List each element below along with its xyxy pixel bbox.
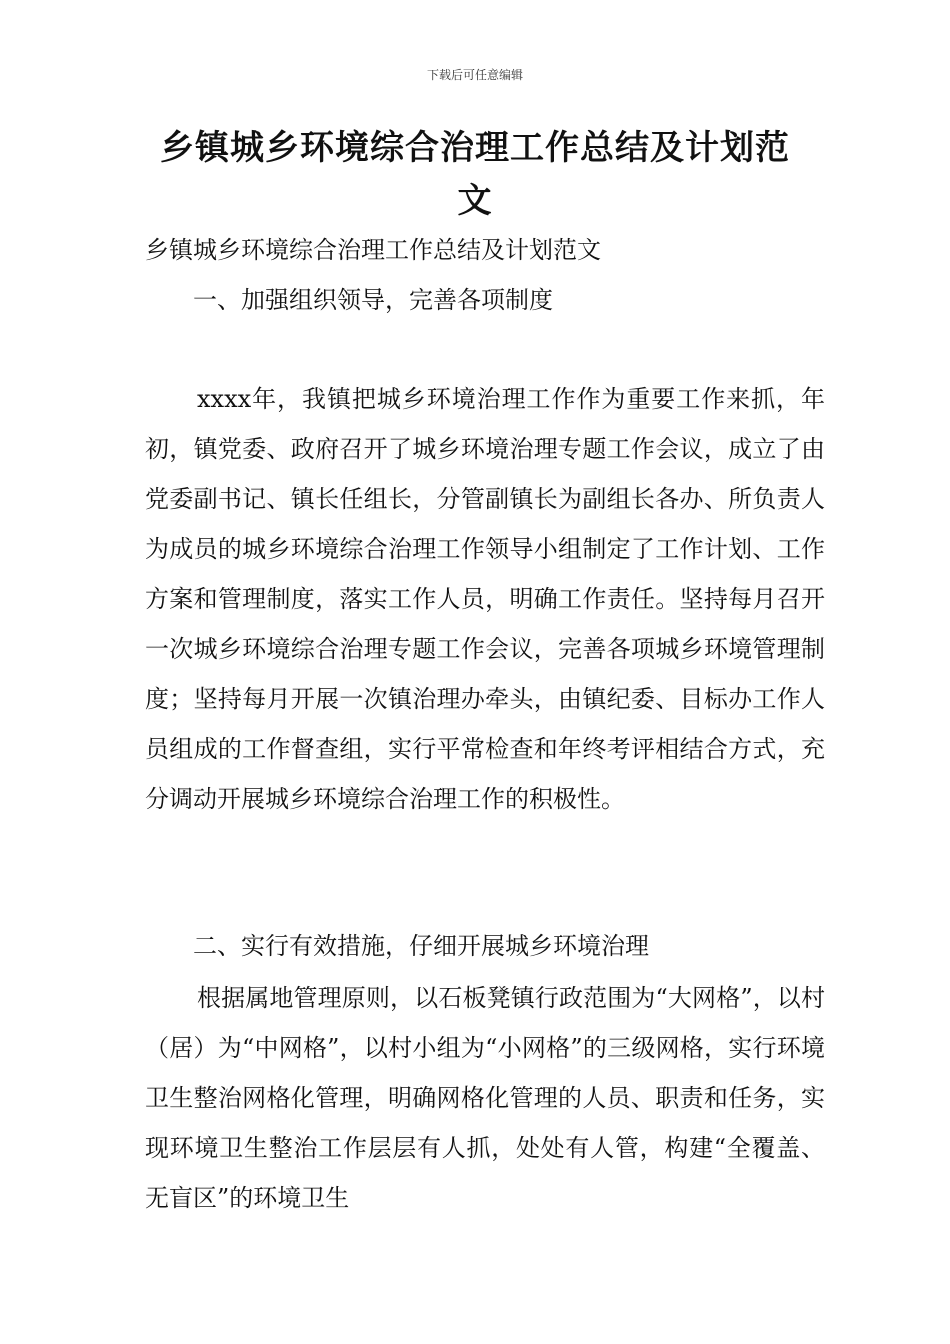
document-subtitle: 乡镇城乡环境综合治理工作总结及计划范文 — [145, 236, 601, 264]
section-paragraph-2: 根据属地管理原则，以石板凳镇行政范围为“大网格”，以村（居）为“中网格”，以村小组为“小网格”的三级网格，实行环境卫生整治网格化管理，明确网格化管理的人员、职责和任务，实现环境卫生整治工作层层有人抓，处处有人管，构建“全覆盖、无盲区”的环境卫生 — [145, 984, 825, 1212]
section-heading-1: 一、加强组织领导，完善各项制度 — [193, 286, 553, 314]
header-note: 下载后可任意编辑 — [426, 68, 523, 82]
section-heading-2: 二、实行有效措施，仔细开展城乡环境治理 — [193, 932, 649, 960]
document-title: 乡镇城乡环境综合治理工作总结及计划范文 — [160, 128, 790, 221]
section-paragraph-1: xxxx年，我镇把城乡环境治理工作作为重要工作来抓，年初，镇党委、政府召开了城乡环境治理专题工作会议，成立了由党委副书记、镇长任组长，分管副镇长为副组长各办、所负责人为成员的城乡环境综合治理工作领导小组制定了工作计划、工作方案和管理制度，落实工作人员，明确工作责任。坚持每月召开一次城乡环境综合治理专题工作会议，完善各项城乡环境管理制度；坚持每月开展一次镇治理办牵头，由镇纪委、目标办工作人员组成的工作督查组，实行平常检查和年终考评相结合方式，充分调动开展城乡环境综合治理工作的积极性。 — [145, 385, 825, 813]
